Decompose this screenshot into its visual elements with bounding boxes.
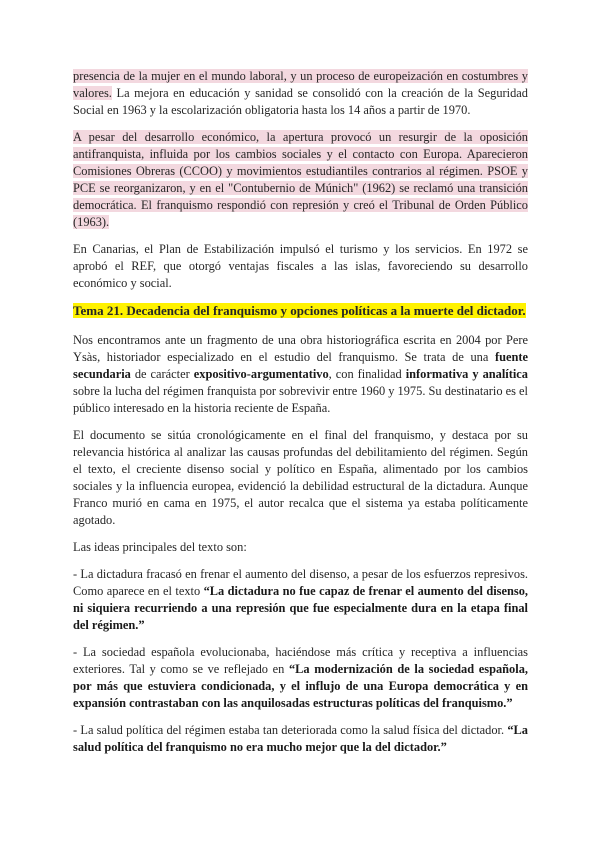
quote: “La salud política del franquismo no era mucho mejor que la del dictador.” [73, 723, 528, 754]
text: - La sociedad española evolucionaba, haciéndose más crítica y receptiva a influencias exteriores. Tal y como se ve reflejado en [73, 645, 528, 676]
paragraph-text: La mejora en educación y sanidad se consolidó con la creación de la Seguridad Social en 1963 y la escolarización obligatoria hasta los 14 años a partir de 1970. [73, 86, 528, 117]
bold-term: fuente secundaria [73, 350, 528, 381]
paragraph-2 [73, 129, 528, 231]
quote: “La modernización de la sociedad española, por más que estuviera condicionada, y el influjo de una Europa democrática y en expansión contrastaban con las anquilosadas estructuras políticas del franquismo.” [73, 662, 528, 710]
quote: “La dictadura no fue capaz de frenar el aumento del disenso, ni siquiera recurriendo a una represión que fue especialmente dura en la etapa final del régimen.” [73, 584, 529, 632]
paragraph-1 [73, 68, 528, 119]
text: Nos encontramos ante un fragmento de una obra historiográfica escrita en 2004 por Pere Ysàs, historiador especializado en el estudio del franquismo. Se trata de una [73, 333, 528, 364]
paragraph-6: Las ideas principales del texto son: [73, 540, 247, 554]
idea-2 [73, 644, 528, 712]
bold-term: informativa y analítica [405, 367, 528, 381]
highlight-span: A pesar del desarrollo económico, la apertura provocó un resurgir de la oposición antifranquista, influida por los cambios sociales y el contacto con Europa. Aparecieron Comisiones Obreras (CCOO) y movimientos estudiantiles contrarios al régimen. PSOE y PCE se reorganizaron, y en el "Contubernio de Múnich" (1962) se reclamó una transición democrática. El franquismo respondió con represión y creó el Tribunal de Orden Público (1963). [73, 130, 528, 229]
paragraph-3: En Canarias, el Plan de Estabilización impulsó el turismo y los servicios. En 1972 se aprobó el REF, que otorgó ventajas fiscales a las islas, favoreciendo su desarrollo económico y social. [73, 242, 528, 290]
paragraph-4 [73, 332, 528, 417]
text: sobre la lucha del régimen franquista por sobrevivir entre 1960 y 1975. Su destinatario es el público interesado en la historia reciente de España. [73, 384, 528, 415]
heading-highlight: Tema 21. Decadencia del franquismo y opciones políticas a la muerte del dictador. [73, 303, 526, 318]
highlight-span: presencia de la mujer en el mundo laboral, y un proceso de europeización en costumbres y valores. [73, 69, 528, 100]
text: - La dictadura fracasó en frenar el aumento del disenso, a pesar de los esfuerzos represivos. Como aparece en el texto [73, 567, 528, 598]
paragraph-5: El documento se sitúa cronológicamente en el final del franquismo, y destaca por su relevancia histórica al analizar las causas profundas del debilitamiento del régimen. Según el texto, el creciente disenso social y político en España, alimentado por los cambios sociales y la influencia europea, evidenció la debilidad estructural de la dictadura. Aunque Franco murió en cama en 1975, el autor recalca que el sistema ya estaba políticamente agotado. [73, 428, 528, 527]
text: - La salud política del régimen estaba tan deteriorada como la salud física del dictador. [73, 723, 508, 737]
bold-term: expositivo-argumentativo [193, 367, 329, 381]
text: de carácter [130, 367, 194, 381]
idea-1 [73, 566, 528, 634]
text: , con finalidad [328, 367, 406, 381]
idea-3 [73, 722, 528, 756]
section-heading [73, 302, 528, 320]
